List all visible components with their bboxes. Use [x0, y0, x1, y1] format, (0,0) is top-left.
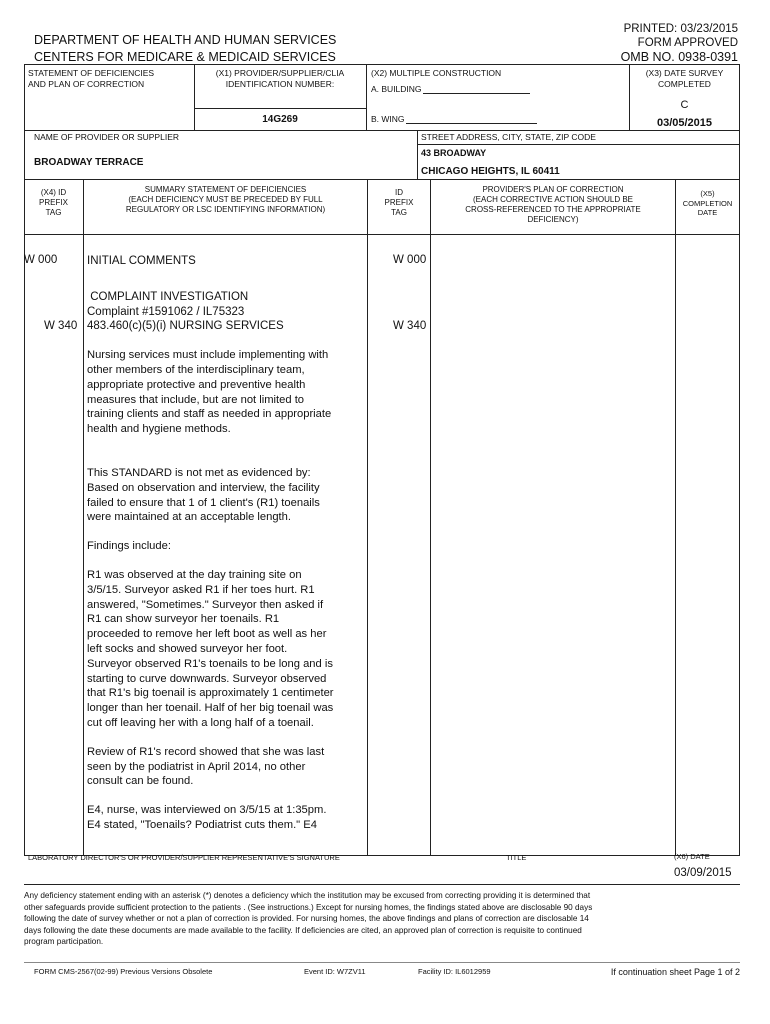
provider-name-label: NAME OF PROVIDER OR SUPPLIER [34, 132, 179, 142]
x2-label: (X2) MULTIPLE CONSTRUCTION [371, 68, 502, 78]
form-number: FORM CMS-2567(02-99) Previous Versions Obsolete [34, 967, 213, 976]
nursing-services-title: 483.460(c)(5)(i) NURSING SERVICES [87, 320, 284, 333]
event-id: Event ID: W7ZV11 [304, 967, 366, 976]
id-header: ID PREFIX TAG [384, 188, 414, 217]
director-signature-label: LABORATORY DIRECTOR'S OR PROVIDER/SUPPLIER REPRESENTATIVE'S SIGNATURE [28, 853, 340, 862]
wing-label: B. WING [371, 114, 405, 124]
paragraph-5: Review of R1's record showed that she was last seen by the podiatrist in April 2014, no other consult can be found. [87, 745, 325, 788]
paragraph-3: Findings include: [87, 540, 171, 553]
complaint-number: Complaint #1591062 / IL75323 [87, 305, 245, 318]
disclaimer-text: Any deficiency statement ending with an asterisk (*) denotes a deficiency which the institution may be excused from correcting providing it is determined that other safeguards provide sufficient protection to the patients . (See instructions.) Except for nursing homes, the findings stated above are disclosable 90 days following the date of survey whether or not a plan of correction is provided. For nursing homes, the above findings and plans of correction are disclosable 14 days following the date these documents are made available to the facility. If deficiencies are cited, an approved plan of correction is requisite to continued program participation. [24, 891, 593, 946]
omb-number: OMB NO. 0938-0391 [620, 50, 738, 64]
survey-date: 03/05/2015 [656, 117, 713, 129]
address-line-2: CHICAGO HEIGHTS, IL 60411 [421, 166, 560, 177]
tag-w000: W 000 [24, 254, 58, 266]
signature-date: 03/09/2015 [674, 867, 732, 879]
tag-w340: W 340 [44, 320, 78, 332]
id-tag-w000: W 000 [393, 254, 427, 266]
facility-id: Facility ID: IL6012959 [418, 967, 491, 976]
building-label: A. BUILDING [371, 84, 422, 94]
initial-comments: INITIAL COMMENTS [87, 255, 196, 267]
printed-date: PRINTED: 03/23/2015 [623, 23, 738, 35]
provider-name: BROADWAY TERRACE [34, 157, 144, 168]
paragraph-1: Nursing services must include implementing with other members of the interdisciplinary team, appropriate protective and preventive health measures that include, but are not limited to training clients and staff as needed in appropriate health and hygiene methods. [87, 349, 332, 436]
x5-header: (X5) COMPLETION DATE [682, 189, 733, 217]
address-label: STREET ADDRESS, CITY, STATE, ZIP CODE [421, 132, 596, 142]
summary-header: SUMMARY STATEMENT OF DEFICIENCIES (EACH DEFICIENCY MUST BE PRECEDED BY FULL REGULATORY OR LSC IDENTIFYING INFORMATION) [125, 185, 326, 214]
paragraph-6: E4, nurse, was interviewed on 3/5/15 at 1:35pm. E4 stated, "Toenails? Podiatrist cuts them." E4 [87, 804, 327, 831]
paragraph-4: R1 was observed at the day training site on 3/5/15. Surveyor asked R1 if her toes hurt. R1 answered, "Sometimes." Surveyor then asked if R1 can show surveyor her toenails. R1 proceeded to remove her left boot as well as her left socks and showed surveyor her foot. Surveyor observed R1's toenails to be long and is starting to curve downwards. Surveyor observed that R1's big toenail is approximately 1 centimeter longer than her toenail. Half of her big toenail was cut off leaving her with a long half of a toenail. [87, 568, 334, 729]
paragraph-2: This STANDARD is not met as evidenced by: Based on observation and interview, the facility failed to ensure that 1 of 1 client's (R1) toenails were maintained at an acceptable length. [87, 466, 320, 524]
form-approved: FORM APPROVED [637, 37, 738, 49]
x4-header: (X4) ID PREFIX TAG [39, 188, 68, 217]
dept-line-2: CENTERS FOR MEDICARE & MEDICAID SERVICES [34, 50, 336, 64]
page-indicator: If continuation sheet Page 1 of 2 [610, 967, 740, 977]
plan-header: PROVIDER'S PLAN OF CORRECTION (EACH CORRECTIVE ACTION SHOULD BE CROSS-REFERENCED TO THE APPROPRIATE DEFICIENCY) [465, 185, 641, 224]
x6-date-label: (X6) DATE [674, 852, 710, 861]
address-line-1: 43 BROADWAY [421, 148, 487, 158]
survey-letter: C [680, 99, 689, 111]
x1-label: (X1) PROVIDER/SUPPLIER/CLIA IDENTIFICATION NUMBER: [215, 68, 345, 89]
title-label: TITLE [506, 853, 527, 862]
id-tag-w340: W 340 [393, 320, 427, 332]
complaint-title: COMPLAINT INVESTIGATION [87, 290, 249, 303]
provider-id: 14G269 [262, 114, 298, 125]
x3-label: (X3) DATE SURVEY COMPLETED [645, 68, 724, 89]
summary-content [87, 254, 367, 833]
statement-label: STATEMENT OF DEFICIENCIES AND PLAN OF CORRECTION [28, 68, 155, 89]
dept-line-1: DEPARTMENT OF HEALTH AND HUMAN SERVICES [34, 33, 337, 47]
